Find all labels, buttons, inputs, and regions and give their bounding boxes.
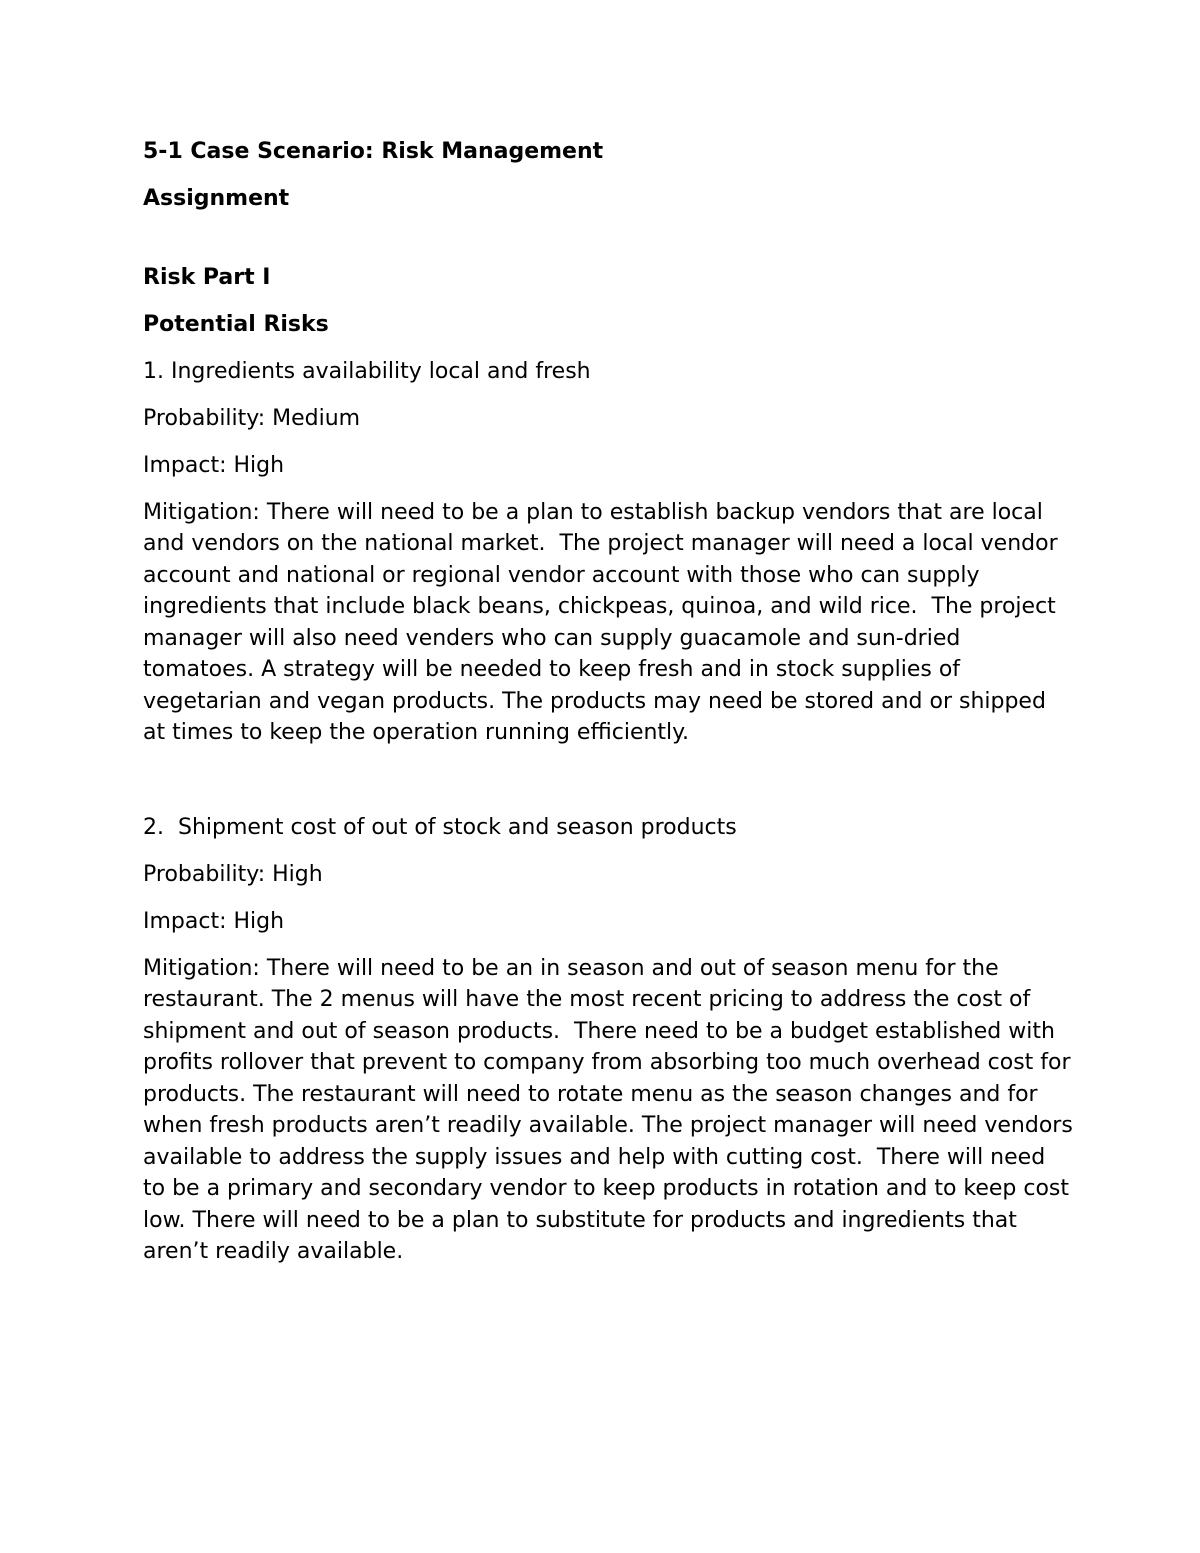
risk-probability: Probability: High — [143, 861, 323, 887]
risk-mitigation: Mitigation: There will need to be a plan to establish backup vendors that are local and vendors on the national market. The project manager will need a local vendor account and national or regional vendor account with those who can supply ingredients that include black beans, chickpeas, quinoa, and wild rice. The project manager will also need venders who can supply guacamole and sun-dried tomatoes. A strategy will be needed to keep fresh and in stock supplies of vegetarian and vegan products. The products may need be stored and or shipped at times to keep the operation running efficiently. — [143, 499, 1065, 745]
document-title: 5-1 Case Scenario: Risk Management — [143, 139, 604, 164]
risk-heading: 1. Ingredients availability local and fresh — [143, 358, 591, 384]
risk-probability: Probability: Medium — [143, 405, 361, 431]
risk-impact: Impact: High — [143, 908, 285, 934]
risk-item-2 — [143, 812, 1080, 1268]
risk-impact: Impact: High — [143, 452, 285, 478]
section-heading: Risk Part I — [143, 264, 271, 290]
subsection-heading: Potential Risks — [143, 311, 329, 337]
document-page — [143, 136, 1080, 1283]
risk-mitigation: Mitigation: There will need to be an in season and out of season menu for the restaurant. The 2 menus will have the most recent pricing to address the cost of shipment and out of season products. There need to be a budget established with profits rollover that prevent to company from absorbing too much overhead cost for products. The restaurant will need to rotate menu as the season changes and for when fresh products aren’t readily available. The project manager will need vendors available to address the supply issues and help with cutting cost. There will need to be a primary and secondary vendor to keep products in rotation and to keep cost low. There will need to be a plan to substitute for products and ingredients that aren’t readily available. — [143, 955, 1080, 1264]
risk-item-1 — [143, 356, 1073, 749]
risk-heading: 2. Shipment cost of out of stock and season products — [143, 814, 737, 840]
document-subtitle: Assignment — [143, 186, 290, 211]
